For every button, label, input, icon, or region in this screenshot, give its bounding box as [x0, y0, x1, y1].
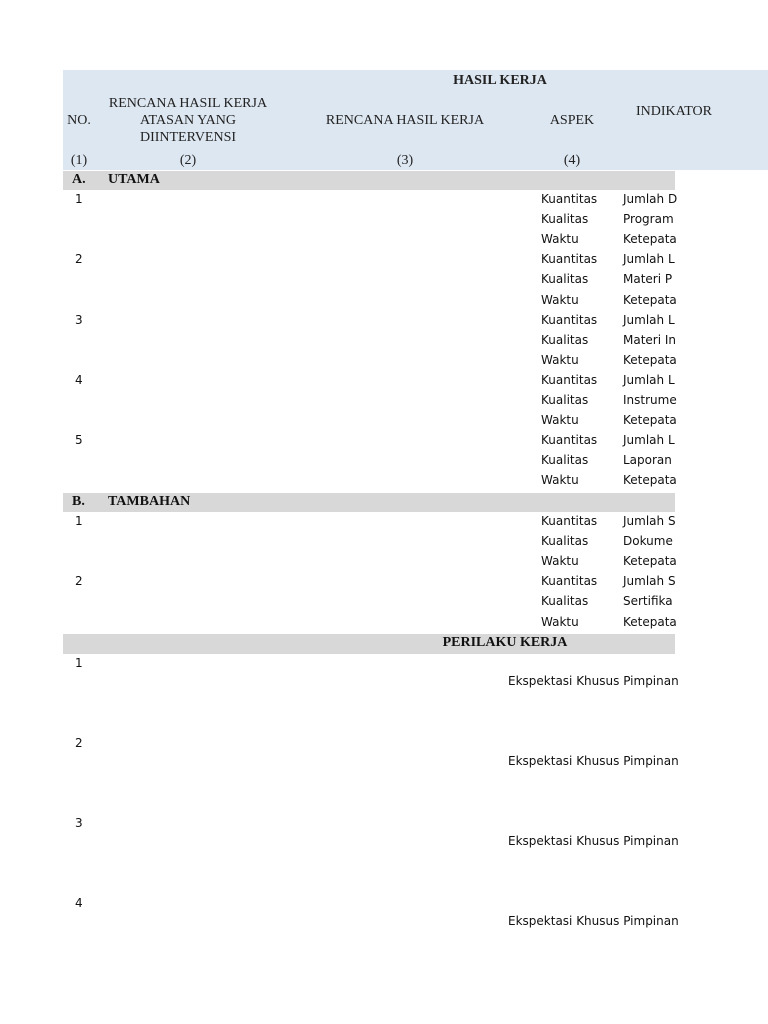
indikator-cell: Dokume — [623, 534, 673, 549]
perilaku-ekspektasi-label: Ekspektasi Khusus Pimpinan — [508, 754, 679, 768]
aspek-cell: Kualitas — [541, 534, 589, 549]
col-number-2: (2) — [179, 153, 197, 168]
row-number: 2 — [75, 574, 83, 589]
aspek-cell: Waktu — [541, 554, 579, 569]
section-code-tambahan: B. — [72, 494, 85, 509]
section-title-perilaku: PERILAKU KERJA — [442, 635, 568, 650]
col-header-rencana-atasan: RENCANA HASIL KERJA ATASAN YANG DIINTERVENSI — [108, 96, 268, 145]
aspek-cell: Waktu — [541, 232, 579, 247]
indikator-cell: Jumlah S — [623, 514, 676, 528]
section-title-tambahan: TAMBAHAN — [108, 494, 191, 509]
perilaku-ekspektasi-label: Ekspektasi Khusus Pimpinan — [508, 834, 679, 848]
row-number: 2 — [75, 252, 83, 267]
aspek-cell: Waktu — [541, 473, 579, 488]
indikator-cell: Ketepata — [623, 473, 677, 488]
aspek-cell: Kuantitas — [541, 514, 598, 528]
row-number: 1 — [75, 514, 83, 528]
aspek-cell: Kualitas — [541, 212, 589, 227]
aspek-cell: Kualitas — [541, 272, 589, 287]
indikator-cell: Jumlah S — [623, 574, 676, 589]
indikator-cell: Ketepata — [623, 554, 677, 569]
indikator-cell: Jumlah L — [623, 372, 675, 387]
col-header-rencana: RENCANA HASIL KERJA — [325, 113, 485, 128]
aspek-cell: Kualitas — [541, 393, 589, 407]
col-number-1: (1) — [70, 153, 88, 168]
hasil-kerja-title: HASIL KERJA — [453, 73, 547, 88]
aspek-cell: Kuantitas — [541, 192, 598, 206]
col-header-aspek: ASPEK — [549, 113, 595, 128]
perilaku-number: 1 — [75, 656, 83, 670]
indikator-cell: Ketepata — [623, 413, 677, 428]
col-number-4: (4) — [563, 153, 581, 168]
indikator-cell: Ketepata — [623, 292, 677, 307]
perilaku-ekspektasi-label: Ekspektasi Khusus Pimpinan — [508, 914, 679, 928]
aspek-cell: Kualitas — [541, 594, 589, 609]
indikator-cell: Jumlah L — [623, 312, 675, 327]
row-number: 5 — [75, 433, 83, 448]
indikator-cell: Instrume — [623, 393, 677, 407]
row-number: 4 — [75, 372, 83, 387]
aspek-cell: Waktu — [541, 413, 579, 428]
aspek-cell: Kuantitas — [541, 433, 598, 448]
indikator-cell: Materi P — [623, 272, 673, 287]
aspek-cell: Kuantitas — [541, 252, 598, 267]
section-title-utama: UTAMA — [108, 172, 160, 187]
section-code-utama: A. — [72, 172, 86, 187]
aspek-cell: Waktu — [541, 352, 579, 367]
aspek-cell: Waktu — [541, 614, 579, 629]
aspek-cell: Kuantitas — [541, 574, 598, 589]
perilaku-number: 3 — [75, 816, 83, 830]
col-header-no: NO. — [67, 113, 91, 128]
perilaku-ekspektasi-label: Ekspektasi Khusus Pimpinan — [508, 674, 679, 688]
aspek-cell: Kualitas — [541, 453, 589, 468]
aspek-cell: Kuantitas — [541, 312, 598, 327]
col-number-3: (3) — [396, 153, 414, 168]
aspek-cell: Kualitas — [541, 332, 589, 347]
indikator-cell: Laporan — [623, 453, 672, 468]
aspek-cell: Waktu — [541, 292, 579, 307]
aspek-cell: Kuantitas — [541, 372, 598, 387]
indikator-cell: Program — [623, 212, 674, 227]
indikator-cell: Materi In — [623, 332, 677, 347]
row-number: 1 — [75, 192, 83, 206]
indikator-cell: Jumlah L — [623, 433, 675, 448]
perilaku-number: 4 — [75, 896, 83, 910]
row-number: 3 — [75, 312, 83, 327]
perilaku-number: 2 — [75, 736, 83, 750]
indikator-cell: Sertifika — [623, 594, 673, 609]
col-header-indikator: INDIKATOR — [636, 104, 712, 119]
indikator-cell: Ketepata — [623, 232, 677, 247]
indikator-cell: Ketepata — [623, 614, 677, 629]
indikator-cell: Jumlah L — [623, 252, 675, 267]
indikator-cell: Ketepata — [623, 352, 677, 367]
indikator-cell: Jumlah D — [623, 192, 678, 206]
